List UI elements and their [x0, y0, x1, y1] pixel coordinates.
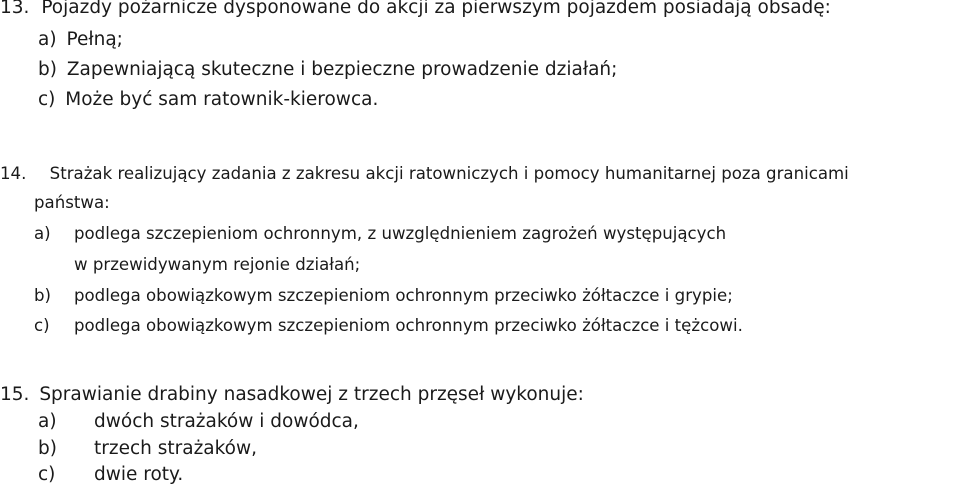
option-text: Pełną;: [66, 29, 123, 50]
question-text: Sprawianie drabiny nasadkowej z trzech przęseł wykonuje:: [39, 384, 584, 405]
option-text: podlega szczepieniom ochronnym, z uwzględnieniem zagrożeń występujących: [74, 224, 727, 243]
option-letter: a): [38, 29, 57, 50]
option-text: podlega obowiązkowym szczepieniom ochronnym przeciwko żółtaczce i tężcowi.: [74, 316, 743, 335]
option-letter: b): [38, 438, 57, 459]
question-text: państwa:: [34, 193, 110, 212]
option-text: dwóch strażaków i dowódca,: [94, 411, 359, 432]
q15-option-c: [38, 463, 183, 487]
option-letter: b): [38, 59, 57, 80]
option-letter: c): [34, 316, 50, 335]
question-number: 15.: [0, 384, 30, 405]
option-letter: c): [38, 464, 56, 485]
q15-option-b: [38, 437, 257, 461]
question-14: [0, 162, 849, 186]
option-text: dwie roty.: [94, 464, 184, 485]
q13-option-a: [38, 28, 123, 52]
question-number: 14.: [0, 164, 27, 183]
option-text: Zapewniającą skuteczne i bezpieczne prowadzenie działań;: [66, 59, 618, 80]
question-text: Strażak realizujący zadania z zakresu akcji ratowniczych i pomocy humanitarnej poza granicami: [49, 164, 849, 183]
q14-option-a-continuation: [74, 253, 360, 277]
q13-option-c: [38, 88, 378, 112]
option-text: Może być sam ratownik-kierowca.: [65, 89, 379, 110]
question-number: 13.: [0, 0, 30, 18]
question-text: Pojazdy pożarnicze dysponowane do akcji za pierwszym pojazdem posiadają obsadę:: [41, 0, 831, 18]
option-letter: a): [34, 224, 51, 243]
question-15: [0, 383, 584, 407]
option-text: w przewidywanym rejonie działań;: [74, 255, 361, 274]
q14-option-b: [34, 284, 733, 308]
q14-option-a: [34, 222, 726, 246]
question-13: [0, 0, 831, 20]
option-letter: a): [38, 411, 57, 432]
q15-option-a: [38, 410, 359, 434]
option-text: podlega obowiązkowym szczepieniom ochronnym przeciwko żółtaczce i grypie;: [74, 286, 733, 305]
q14-option-c: [34, 314, 743, 338]
question-14-continuation: [34, 191, 110, 215]
q13-option-b: [38, 58, 617, 82]
option-text: trzech strażaków,: [94, 438, 257, 459]
option-letter: c): [38, 89, 56, 110]
option-letter: b): [34, 286, 52, 305]
